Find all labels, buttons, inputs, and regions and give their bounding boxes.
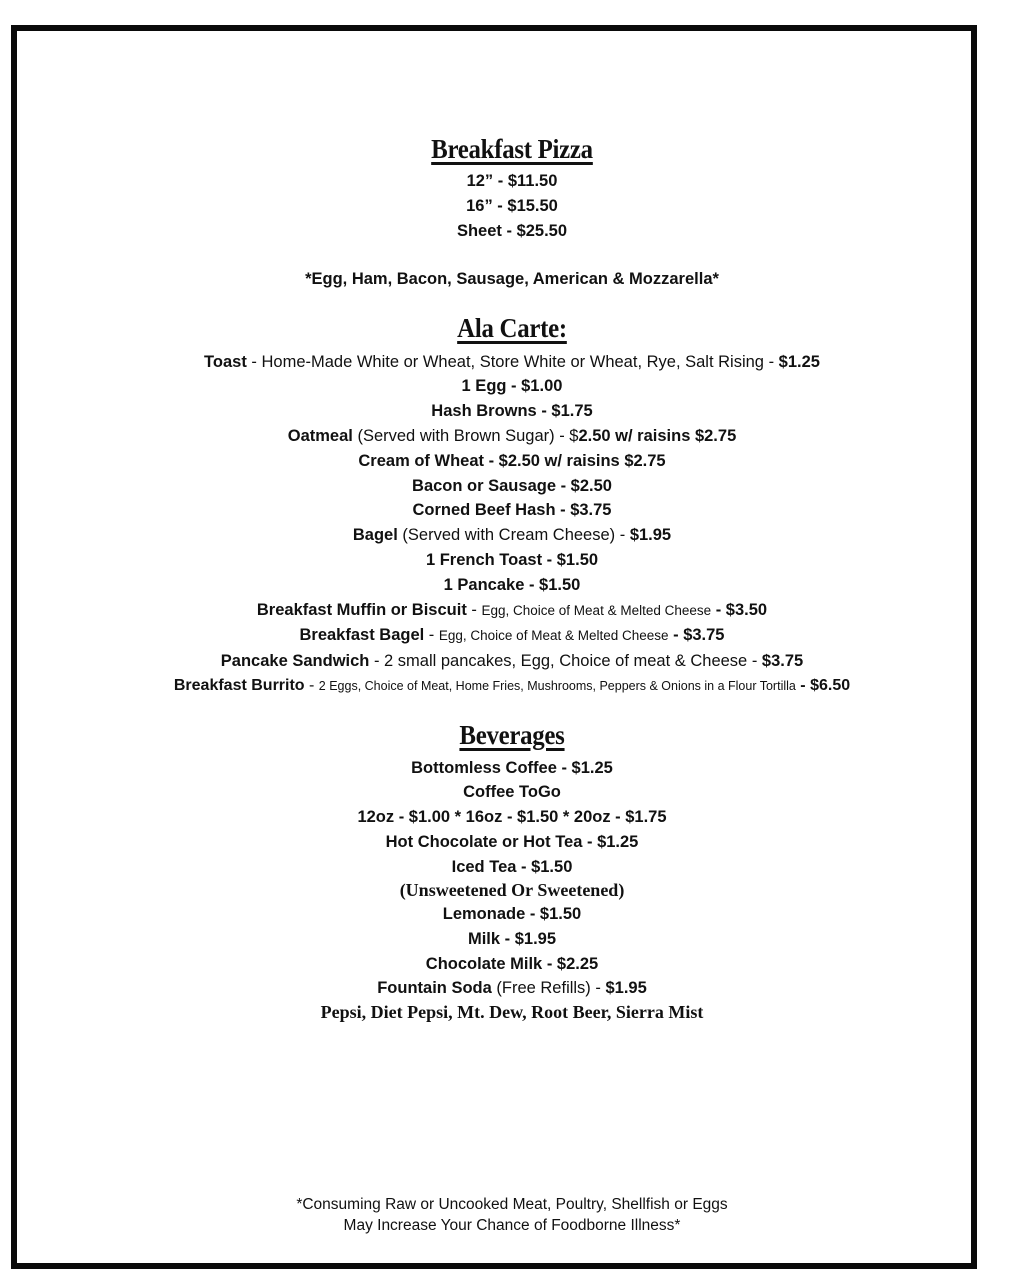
menu-item-oatmeal — [0, 425, 1024, 447]
item-name: Oatmeal — [287, 427, 353, 445]
menu-item-breakfast-burrito — [0, 675, 1024, 697]
beverage-lemonade: Lemonade - $1.50 — [442, 905, 582, 923]
item-name: Toast — [204, 353, 247, 371]
health-warning-line-1: *Consuming Raw or Uncooked Meat, Poultry, Shellfish or Eggs — [296, 1196, 728, 1213]
item-name: Breakfast Bagel — [299, 626, 425, 644]
beverage-chocolate-milk: Chocolate Milk - $2.25 — [425, 955, 599, 973]
menu-item-breakfast-muffin — [0, 599, 1024, 622]
menu-item-bagel — [0, 524, 1024, 546]
pizza-toppings: *Egg, Ham, Bacon, Sausage, American & Mozzarella* — [305, 270, 719, 288]
section-title-ala-carte: Ala Carte: — [457, 313, 567, 343]
item-sep: - — [466, 601, 482, 619]
beverage-soda-flavors: Pepsi, Diet Pepsi, Mt. Dew, Root Beer, Sierra Mist — [320, 1002, 704, 1022]
item-price: - $3.50 — [711, 601, 768, 619]
menu-item-corned-beef-hash: Corned Beef Hash - $3.75 — [412, 501, 612, 519]
item-desc: Egg, Choice of Meat & Melted Cheese — [481, 603, 712, 618]
beverage-iced-tea: Iced Tea - $1.50 — [451, 858, 573, 876]
item-desc: Egg, Choice of Meat & Melted Cheese — [438, 628, 669, 643]
item-price: - $3.75 — [668, 626, 725, 644]
item-sep: - — [304, 677, 319, 694]
item-name: Pancake Sandwich — [220, 652, 370, 670]
beverage-hot-chocolate-tea: Hot Chocolate or Hot Tea - $1.25 — [385, 833, 639, 851]
beverage-iced-tea-options: (Unsweetened Or Sweetened) — [399, 880, 625, 900]
item-name: Bagel — [352, 526, 398, 544]
section-title-beverages: Beverages — [459, 720, 565, 750]
menu-item-french-toast: 1 French Toast - $1.50 — [425, 551, 599, 569]
beverage-milk: Milk - $1.95 — [467, 930, 557, 948]
menu-item-pancake: 1 Pancake - $1.50 — [443, 576, 581, 594]
menu-item-pancake-sandwich — [0, 650, 1024, 672]
item-desc: - 2 small pancakes, Egg, Choice of meat & Cheese - — [369, 652, 762, 670]
item-price: $3.75 — [761, 652, 804, 670]
beverage-bottomless-coffee: Bottomless Coffee - $1.25 — [411, 759, 613, 777]
item-price: 2.50 w/ raisins $2.75 — [578, 427, 737, 445]
item-desc: - Home-Made White or Wheat, Store White or Wheat, Rye, Salt Rising - — [246, 353, 779, 371]
beverage-coffee-togo: Coffee ToGo — [463, 783, 561, 801]
item-name: Fountain Soda — [377, 979, 492, 997]
menu-item-breakfast-bagel — [0, 624, 1024, 647]
beverage-coffee-sizes: 12oz - $1.00 * 16oz - $1.50 * 20oz - $1.75 — [357, 808, 667, 826]
pizza-size-sheet: Sheet - $25.50 — [456, 222, 568, 240]
item-price: $1.95 — [605, 979, 647, 997]
beverage-fountain-soda — [0, 977, 1024, 999]
menu-item-hash-browns: Hash Browns - $1.75 — [431, 402, 593, 420]
item-name: Breakfast Burrito — [173, 677, 305, 694]
item-desc: (Served with Brown Sugar) - $ — [352, 427, 579, 445]
item-desc: (Free Refills) - — [491, 979, 606, 997]
item-name: Breakfast Muffin or Biscuit — [256, 601, 467, 619]
menu-item-egg: 1 Egg - $1.00 — [461, 377, 563, 395]
menu-item-bacon-sausage: Bacon or Sausage - $2.50 — [412, 477, 612, 495]
menu-item-toast — [0, 351, 1024, 373]
pizza-size-12: 12” - $11.50 — [466, 172, 558, 190]
item-desc: 2 Eggs, Choice of Meat, Home Fries, Mushrooms, Peppers & Onions in a Flour Tortilla — [318, 679, 796, 693]
section-title-breakfast-pizza: Breakfast Pizza — [431, 134, 593, 164]
item-price: - $6.50 — [795, 677, 851, 694]
item-sep: - — [424, 626, 439, 644]
item-desc: (Served with Cream Cheese) - — [397, 526, 630, 544]
health-warning-line-2: May Increase Your Chance of Foodborne Illness* — [343, 1217, 681, 1234]
pizza-size-16: 16” - $15.50 — [466, 197, 558, 215]
item-price: $1.95 — [629, 526, 672, 544]
menu-item-cream-of-wheat: Cream of Wheat - $2.50 w/ raisins $2.75 — [358, 452, 666, 470]
item-price: $1.25 — [778, 353, 820, 371]
